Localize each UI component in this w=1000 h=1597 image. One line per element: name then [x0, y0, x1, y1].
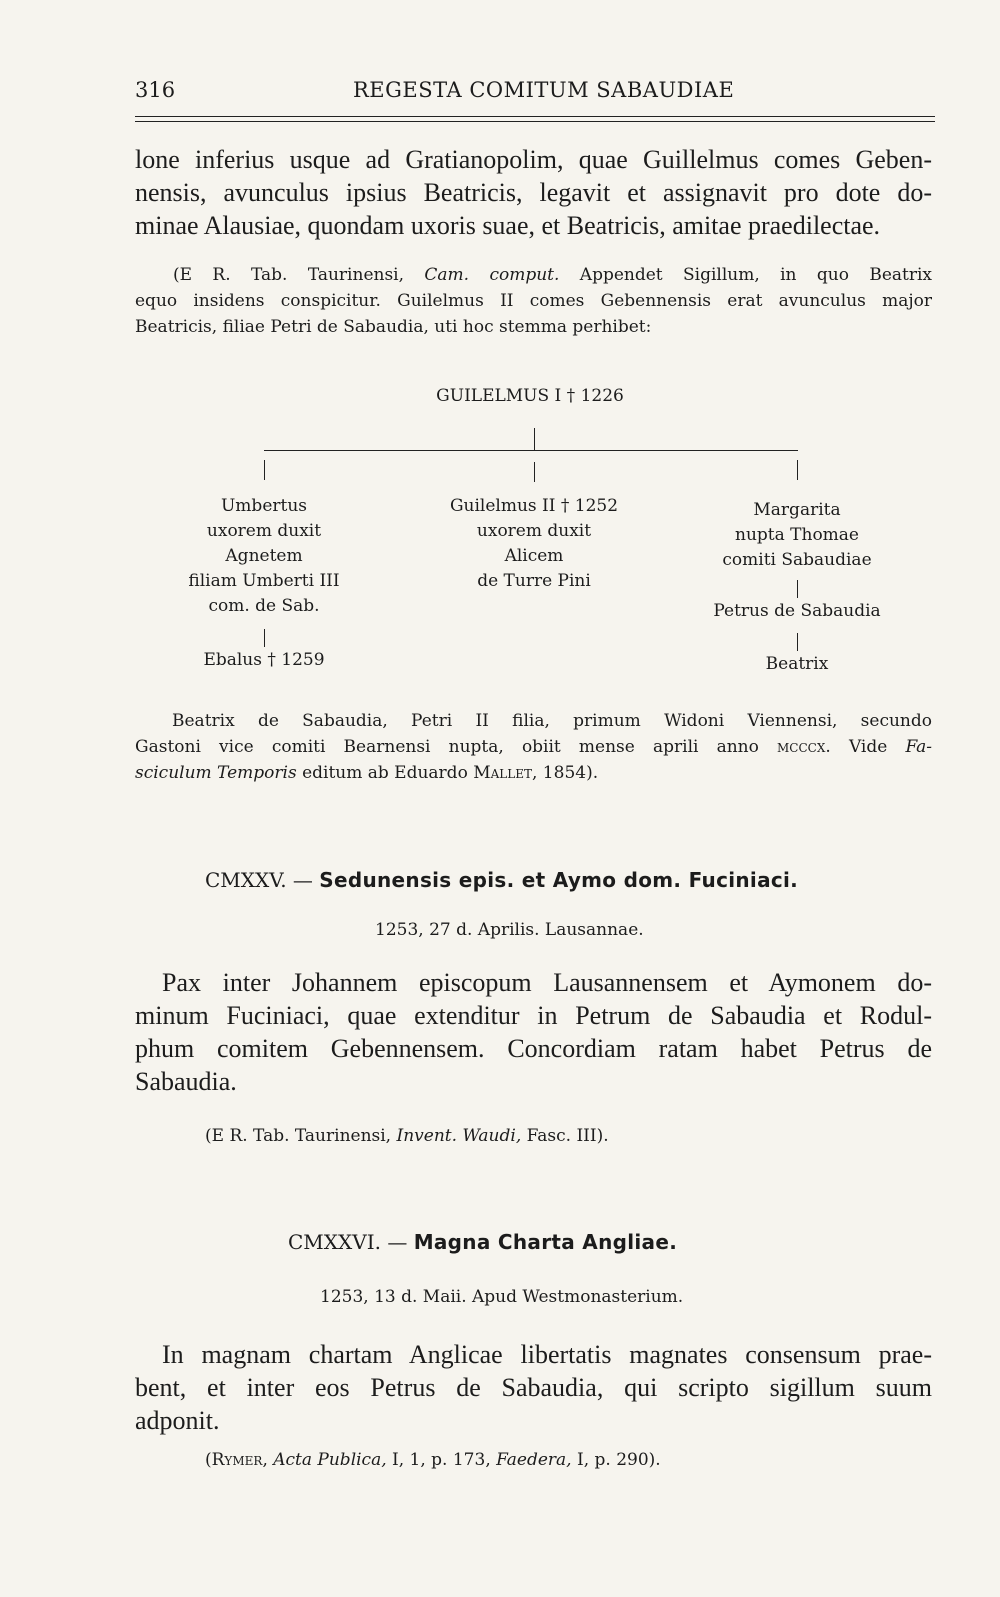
stemma-connector: [264, 450, 798, 451]
entry-summary: [135, 966, 932, 1098]
stemma-petrus: Petrus de Sabaudia: [713, 601, 881, 621]
entry-heading: [205, 868, 798, 892]
note-line: equo insidens conspicitur. Guilelmus II comes Gebennensis erat avunculus major: [135, 291, 932, 311]
biographical-note: [172, 708, 932, 734]
text-line: lone inferius usque ad Gratianopolim, quae Guillelmus comes Geben-: [135, 145, 932, 174]
entry-source: (Rymer, Acta Publica, I, 1, p. 173, Faedera, I, p. 290).: [205, 1450, 661, 1470]
entry-number: CMXXV. —: [205, 868, 320, 892]
biographical-note-cont: [135, 734, 932, 786]
entry-dateline: 1253, 27 d. Aprilis. Lausannae.: [375, 920, 644, 940]
entry-dateline: 1253, 13 d. Maii. Apud Westmonasterium.: [320, 1287, 684, 1307]
stemma-connector: [534, 462, 535, 482]
stemma-ebalus: Ebalus † 1259: [203, 650, 325, 670]
stemma-connector: [534, 428, 535, 450]
text-line: minum Fuciniaci, quae extenditur in Petrum de Sabaudia et Rodul-: [135, 1001, 932, 1030]
entry-heading: [288, 1230, 677, 1254]
header-rule-thin: [135, 121, 935, 122]
stemma-beatrix: Beatrix: [765, 654, 829, 674]
text-line: Pax inter Johannem episcopum Lausannensem et Aymonem do-: [162, 968, 932, 997]
stemma-connector: [264, 460, 265, 480]
note-line: (E R. Tab. Taurinensi, Cam. comput. Appendet Sigillum, in quo Beatrix: [173, 265, 933, 285]
note-line: sciculum Temporis editum ab Eduardo Mallet, 1854).: [135, 763, 599, 783]
document-page: 316 REGESTA COMITUM SABAUDIAE lone inferius usque ad Gratianopolim, quae Guillelmus comes Geben- nensis, avunculus ipsius Beatricis, legavit et assignavit pro dote do- minae Alausiae, quondam uxoris suae, et Beatricis, amitae praedilectae. (E R. Tab. Taurinensi, Cam. comput. Appendet Sigillum, in quo Beatrix equo insidens conspicitur. Guilelmus II comes Gebennensis erat avunculus major Beatricis, filiae Petri de Sabaudia, uti hoc stemma perhibet: GUILELMUS I † 1226 Umbertus uxorem duxit Agnetem filiam Umberti III com. de Sab. Ebalus † 1259 Guilelmus II † 1252 uxorem duxit Alicem de Turre Pini Margarita nupta Thomae comiti Sabaudiae Petrus de Sabaudia Beatrix Beatrix de Sabaudia, Petri II filia, primum Widoni Viennensi, secundo Gastoni vice comiti Bearnensi nupta, obiit mense aprili anno mcccx. Vide Fa- sciculum Temporis editum ab Eduardo Mallet, 1854). CMXXV. — Sedunensis epis. et Aymo dom. Fuciniaci. 1253, 27 d. Aprilis. Lausannae. Pax inter Johannem episcopum Lausannensem et Aymonem do- minum Fuciniaci, quae extenditur in Petrum de Sabaudia et Rodul- phum comitem Gebennensem. Concordiam ratam habet Petrus de Sabaudia. (E R. Tab. Taurinensi, Invent. Waudi, Fasc. III). CMXXVI. — Magna Charta Angliae. 1253, 13 d. Maii. Apud Westmonasterium. In magnam chartam Anglicae libertatis magnates consensum prae- bent, et inter eos Petrus de Sabaudia, qui scripto sigillum suum adponit. (Rymer, Acta Publica, I, 1, p. 173, Faedera, I, p. 290).: [0, 0, 1000, 1597]
source-note: [135, 262, 932, 340]
entry-summary: [135, 1338, 932, 1437]
text-line: nensis, avunculus ipsius Beatricis, legavit et assignavit pro dote do-: [135, 178, 932, 207]
text-line: In magnam chartam Anglicae libertatis magnates consensum prae-: [162, 1340, 932, 1369]
text-line: Sabaudia.: [135, 1067, 237, 1096]
text-line: adponit.: [135, 1406, 220, 1435]
note-line: Beatricis, filiae Petri de Sabaudia, uti hoc stemma perhibet:: [135, 317, 652, 337]
note-line: Beatrix de Sabaudia, Petri II filia, primum Widoni Viennensi, secundo: [172, 711, 932, 731]
text-line: minae Alausiae, quondam uxoris suae, et Beatricis, amitae praedilectae.: [135, 211, 881, 240]
stemma-connector: [264, 629, 265, 647]
note-line: Gastoni vice comiti Bearnensi nupta, obiit mense aprili anno mcccx. Vide Fa-: [135, 737, 932, 757]
text-line: bent, et inter eos Petrus de Sabaudia, qui scripto sigillum suum: [135, 1373, 932, 1402]
running-title: REGESTA COMITUM SABAUDIAE: [353, 78, 735, 102]
paragraph-continuation: [135, 143, 932, 242]
entry-number: CMXXVI. —: [288, 1230, 414, 1254]
stemma-root: GUILELMUS I † 1226: [436, 386, 624, 406]
page-number: 316: [135, 78, 176, 102]
stemma-connector: [797, 633, 798, 651]
entry-source: (E R. Tab. Taurinensi, Invent. Waudi, Fasc. III).: [205, 1126, 609, 1146]
entry-title: Magna Charta Angliae.: [413, 1230, 678, 1254]
stemma-connector: [797, 580, 798, 598]
text-line: phum comitem Gebennensem. Concordiam ratam habet Petrus de: [135, 1034, 932, 1063]
stemma-connector: [797, 460, 798, 480]
entry-title: Sedunensis epis. et Aymo dom. Fuciniaci.: [319, 868, 799, 892]
header-rule: [135, 116, 935, 117]
